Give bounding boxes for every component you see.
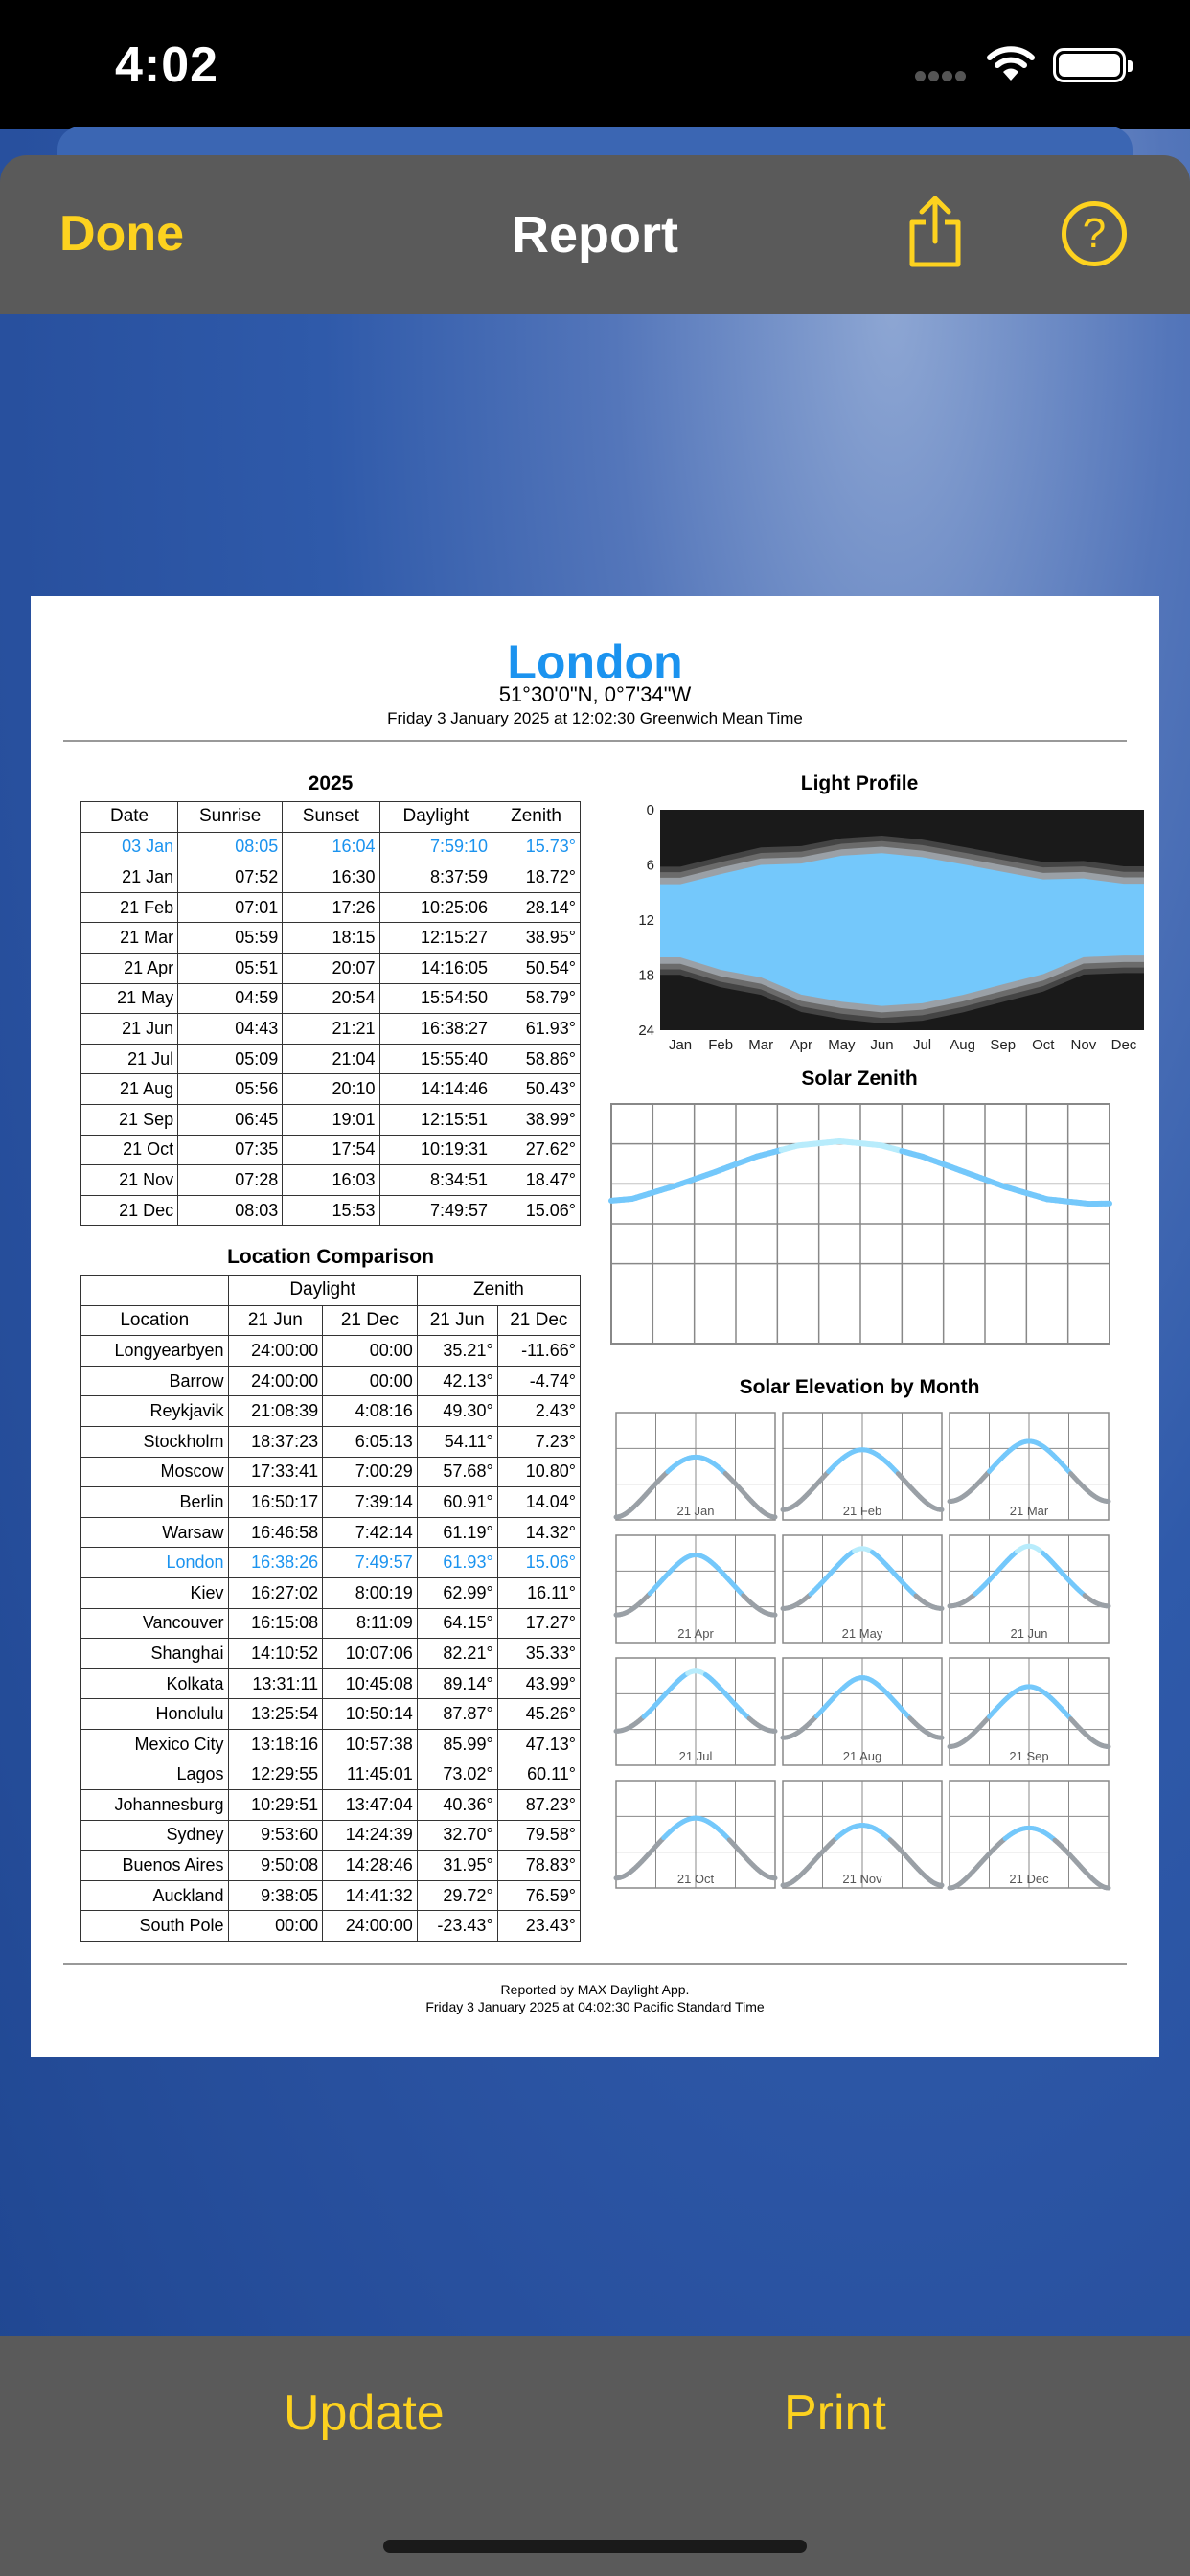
table-row (81, 1639, 581, 1669)
elevation-mini-chart (616, 1535, 775, 1643)
table-row (81, 953, 581, 983)
table-row (81, 1820, 581, 1851)
month-tick-label: Aug (950, 1037, 975, 1053)
table-cell: 10.80° (497, 1457, 580, 1487)
table-cell: 27.62° (492, 1135, 581, 1165)
table-cell: 79.58° (497, 1820, 580, 1851)
table-cell: 21 Jan (81, 862, 178, 893)
table-cell: 07:35 (178, 1135, 283, 1165)
table-cell: 89.14° (417, 1668, 497, 1699)
table-cell: 18.47° (492, 1165, 581, 1196)
elevation-by-month-title: Solar Elevation by Month (739, 1376, 980, 1398)
table-row (81, 1790, 581, 1821)
table-cell: 18:37:23 (228, 1426, 323, 1457)
table-row (81, 892, 581, 923)
navigation-bar (0, 155, 1190, 314)
location-table-title: Location Comparison (227, 1246, 434, 1268)
table-cell: 6:05:13 (323, 1426, 418, 1457)
table-row (81, 1548, 581, 1578)
table-cell: 00:00 (323, 1336, 418, 1367)
home-indicator (383, 2540, 807, 2553)
done-button[interactable]: Done (59, 206, 184, 262)
table-cell: 05:09 (178, 1044, 283, 1074)
table-cell: 87.23° (497, 1790, 580, 1821)
elevation-mini-chart (950, 1413, 1109, 1520)
table-cell: 50.54° (492, 953, 581, 983)
table-cell: Warsaw (81, 1517, 229, 1548)
table-cell: 21 Jul (81, 1044, 178, 1074)
table-cell: 20:10 (283, 1074, 379, 1105)
print-button[interactable]: Print (784, 2385, 886, 2441)
table-cell: 28.14° (492, 892, 581, 923)
table-cell: 13:47:04 (323, 1790, 418, 1821)
table-row (81, 1044, 581, 1074)
footer-report-time: Friday 3 January 2025 at 04:02:30 Pacific Standard Time (425, 1999, 765, 2014)
share-icon[interactable] (906, 196, 964, 273)
help-button[interactable]: ? (1062, 201, 1127, 266)
table-cell: 32.70° (417, 1820, 497, 1851)
table-cell: 10:50:14 (323, 1699, 418, 1730)
table-cell: 16:27:02 (228, 1577, 323, 1608)
year-table-header (81, 802, 581, 833)
daylight-group-header: Daylight (228, 1276, 417, 1306)
table-row (81, 832, 581, 862)
table-row (81, 1608, 581, 1639)
table-cell: 21 Feb (81, 892, 178, 923)
location-table (80, 1275, 581, 1942)
table-cell: Shanghai (81, 1639, 229, 1669)
table-cell: 21 Oct (81, 1135, 178, 1165)
table-cell: 13:18:16 (228, 1729, 323, 1760)
table-cell: Kiev (81, 1577, 229, 1608)
table-cell: 21 Nov (81, 1165, 178, 1196)
elevation-mini-chart (783, 1781, 942, 1888)
table-cell: 7.23° (497, 1426, 580, 1457)
table-cell: 8:00:19 (323, 1577, 418, 1608)
table-row (81, 1014, 581, 1045)
table-cell: 10:29:51 (228, 1790, 323, 1821)
elevation-mini-chart (783, 1658, 942, 1765)
table-cell: 04:43 (178, 1014, 283, 1045)
report-coordinates: 51°30'0"N, 0°7'34"W (498, 682, 692, 706)
table-cell: 15:54:50 (379, 983, 492, 1014)
table-cell: 45.26° (497, 1699, 580, 1730)
mini-chart-label: 21 Sep (1009, 1749, 1049, 1763)
table-cell: 15.06° (492, 1195, 581, 1226)
table-cell: 8:37:59 (379, 862, 492, 893)
table-cell: 9:38:05 (228, 1880, 323, 1911)
table-row (81, 1426, 581, 1457)
mini-chart-label: 21 Jul (678, 1749, 713, 1763)
table-cell: 20:07 (283, 953, 379, 983)
mini-chart-label: 21 Jun (1010, 1626, 1048, 1641)
table-cell: 21 Mar (81, 923, 178, 954)
elevation-mini-chart (950, 1658, 1109, 1765)
month-tick-label: Feb (708, 1037, 734, 1053)
location-header-cell: 21 Dec (497, 1305, 580, 1336)
table-row (81, 1487, 581, 1518)
table-cell: 82.21° (417, 1639, 497, 1669)
table-cell: 14:28:46 (323, 1851, 418, 1881)
elevation-mini-chart (783, 1413, 942, 1520)
table-cell: 49.30° (417, 1396, 497, 1427)
table-cell: 24:00:00 (228, 1366, 323, 1396)
table-cell: 9:50:08 (228, 1851, 323, 1881)
table-cell: 10:19:31 (379, 1135, 492, 1165)
table-cell: 05:51 (178, 953, 283, 983)
table-cell: 8:34:51 (379, 1165, 492, 1196)
table-cell: 35.33° (497, 1639, 580, 1669)
table-cell: 13:31:11 (228, 1668, 323, 1699)
elevation-by-month-grid (614, 1411, 1112, 1890)
table-cell: 12:29:55 (228, 1760, 323, 1790)
table-cell: 61.93° (492, 1014, 581, 1045)
table-cell: 31.95° (417, 1851, 497, 1881)
table-cell: 16:03 (283, 1165, 379, 1196)
table-cell: 21 Dec (81, 1195, 178, 1226)
table-cell: -4.74° (497, 1366, 580, 1396)
y-tick-label: 18 (638, 967, 654, 984)
table-cell: Kolkata (81, 1668, 229, 1699)
elevation-mini-chart (616, 1658, 775, 1765)
y-tick-label: 24 (638, 1023, 654, 1039)
bottom-toolbar (0, 2336, 1190, 2576)
table-cell: 2.43° (497, 1396, 580, 1427)
table-cell: 00:00 (323, 1366, 418, 1396)
y-tick-label: 0 (646, 802, 654, 818)
table-cell: 58.79° (492, 983, 581, 1014)
table-cell: 57.68° (417, 1457, 497, 1487)
table-row (81, 923, 581, 954)
table-cell: 7:00:29 (323, 1457, 418, 1487)
month-tick-label: Sep (990, 1037, 1017, 1053)
table-cell: 21 May (81, 983, 178, 1014)
table-cell: 50.43° (492, 1074, 581, 1105)
zenith-group-header: Zenith (417, 1276, 580, 1306)
table-cell: 10:45:08 (323, 1668, 418, 1699)
location-table-header (81, 1305, 581, 1336)
table-cell: Barrow (81, 1366, 229, 1396)
table-cell: 7:49:57 (323, 1548, 418, 1578)
table-cell: Mexico City (81, 1729, 229, 1760)
report-page (31, 596, 1159, 2057)
table-row (81, 1760, 581, 1790)
status-bar (0, 0, 1190, 129)
month-tick-label: Mar (748, 1037, 774, 1053)
location-header-cell: Location (81, 1305, 229, 1336)
table-cell: 16:30 (283, 862, 379, 893)
month-tick-label: Jul (912, 1037, 932, 1053)
elevation-mini-chart (783, 1535, 942, 1643)
month-tick-label: Dec (1110, 1037, 1137, 1053)
table-cell: 9:53:60 (228, 1820, 323, 1851)
table-cell: 16:38:26 (228, 1548, 323, 1578)
light-profile-title: Light Profile (800, 772, 919, 794)
y-tick-label: 6 (646, 857, 654, 874)
table-cell: 24:00:00 (323, 1911, 418, 1942)
table-cell: 42.13° (417, 1366, 497, 1396)
table-row (81, 1668, 581, 1699)
table-cell: Berlin (81, 1487, 229, 1518)
update-button[interactable]: Update (284, 2385, 445, 2441)
month-tick-label: Jun (870, 1037, 894, 1053)
year-header-cell: Sunset (283, 802, 379, 833)
elevation-mini-chart (950, 1781, 1109, 1888)
table-cell: 13:25:54 (228, 1699, 323, 1730)
table-cell: 17:26 (283, 892, 379, 923)
mini-chart-label: 21 May (841, 1626, 883, 1641)
table-cell: 10:57:38 (323, 1729, 418, 1760)
table-cell: 11:45:01 (323, 1760, 418, 1790)
month-tick-label: May (828, 1037, 856, 1053)
header-divider (63, 740, 1127, 742)
mini-chart-label: 21 Mar (1009, 1504, 1049, 1518)
table-cell: 08:03 (178, 1195, 283, 1226)
table-cell: 76.59° (497, 1880, 580, 1911)
table-cell: 05:59 (178, 923, 283, 954)
table-cell: 18:15 (283, 923, 379, 954)
table-cell: 21:21 (283, 1014, 379, 1045)
table-row (81, 1104, 581, 1135)
table-cell: -11.66° (497, 1336, 580, 1367)
table-cell: London (81, 1548, 229, 1578)
table-cell: 16:04 (283, 832, 379, 862)
status-time: 4:02 (115, 37, 219, 93)
y-tick-label: 12 (638, 912, 654, 929)
table-cell: 16:38:27 (379, 1014, 492, 1045)
table-cell: 7:59:10 (379, 832, 492, 862)
mini-chart-label: 21 Feb (842, 1504, 882, 1518)
mini-chart-label: 21 Apr (677, 1626, 714, 1641)
year-header-cell: Zenith (492, 802, 581, 833)
year-header-cell: Date (81, 802, 178, 833)
table-cell: -23.43° (417, 1911, 497, 1942)
table-row (81, 1911, 581, 1942)
report-datetime: Friday 3 January 2025 at 12:02:30 Greenwich Mean Time (387, 709, 803, 727)
table-cell: 14.04° (497, 1487, 580, 1518)
table-cell: 15.06° (497, 1548, 580, 1578)
table-row (81, 1880, 581, 1911)
table-cell: 64.15° (417, 1608, 497, 1639)
table-cell: 24:00:00 (228, 1336, 323, 1367)
table-cell: 18.72° (492, 862, 581, 893)
year-table-title: 2025 (308, 772, 354, 794)
footer-divider (63, 1963, 1127, 1965)
table-cell: 16.11° (497, 1577, 580, 1608)
table-cell: 04:59 (178, 983, 283, 1014)
table-cell: 60.11° (497, 1760, 580, 1790)
nav-title: Report (512, 206, 678, 264)
table-cell: 16:46:58 (228, 1517, 323, 1548)
table-cell: 12:15:51 (379, 1104, 492, 1135)
table-cell: 62.99° (417, 1577, 497, 1608)
table-cell: 38.95° (492, 923, 581, 954)
table-cell: 06:45 (178, 1104, 283, 1135)
table-cell: 05:56 (178, 1074, 283, 1105)
table-cell: 17:54 (283, 1135, 379, 1165)
table-cell: 10:25:06 (379, 892, 492, 923)
light-profile-chart (606, 797, 1137, 1053)
table-cell: Stockholm (81, 1426, 229, 1457)
table-cell: 54.11° (417, 1426, 497, 1457)
table-cell: 61.19° (417, 1517, 497, 1548)
mini-chart-label: 21 Nov (842, 1872, 882, 1886)
table-cell: Longyearbyen (81, 1336, 229, 1367)
table-cell: 21 Apr (81, 953, 178, 983)
table-cell: 23.43° (497, 1911, 580, 1942)
table-cell: 40.36° (417, 1790, 497, 1821)
cellular-signal-icon (915, 69, 969, 86)
table-cell: 73.02° (417, 1760, 497, 1790)
table-cell: 43.99° (497, 1668, 580, 1699)
table-row (81, 1074, 581, 1105)
table-cell: 19:01 (283, 1104, 379, 1135)
table-cell: 12:15:27 (379, 923, 492, 954)
table-cell: 17.27° (497, 1608, 580, 1639)
table-cell: 17:33:41 (228, 1457, 323, 1487)
location-header-cell: 21 Dec (323, 1305, 418, 1336)
location-table-group-header (81, 1276, 581, 1306)
table-row (81, 1699, 581, 1730)
table-cell: Honolulu (81, 1699, 229, 1730)
table-cell: Vancouver (81, 1608, 229, 1639)
table-cell: 16:50:17 (228, 1487, 323, 1518)
table-row (81, 1165, 581, 1196)
table-cell: 21:08:39 (228, 1396, 323, 1427)
table-cell: 14.32° (497, 1517, 580, 1548)
table-cell: Auckland (81, 1880, 229, 1911)
month-tick-label: Apr (790, 1037, 812, 1053)
table-cell: 07:52 (178, 862, 283, 893)
solar-zenith-chart (609, 1102, 1111, 1346)
table-row (81, 1729, 581, 1760)
table-cell: 21 Sep (81, 1104, 178, 1135)
wifi-icon (987, 44, 1035, 87)
table-row (81, 1195, 581, 1226)
month-tick-label: Nov (1070, 1037, 1097, 1053)
table-row (81, 1366, 581, 1396)
table-cell: 7:39:14 (323, 1487, 418, 1518)
table-cell: 21:04 (283, 1044, 379, 1074)
table-cell: 60.91° (417, 1487, 497, 1518)
table-cell: 07:28 (178, 1165, 283, 1196)
mini-chart-label: 21 Oct (676, 1872, 715, 1886)
elevation-mini-chart (616, 1781, 775, 1888)
table-row (81, 1336, 581, 1367)
month-tick-label: Jan (668, 1037, 693, 1053)
table-row (81, 862, 581, 893)
empty-header-cell (81, 1276, 229, 1306)
location-header-cell: 21 Jun (417, 1305, 497, 1336)
battery-icon (1053, 48, 1126, 82)
mini-chart-label: 21 Dec (1009, 1872, 1049, 1886)
table-cell: 47.13° (497, 1729, 580, 1760)
table-cell: 10:07:06 (323, 1639, 418, 1669)
elevation-mini-chart (616, 1413, 775, 1520)
table-cell: 14:41:32 (323, 1880, 418, 1911)
table-cell: 15:55:40 (379, 1044, 492, 1074)
mini-chart-label: 21 Aug (842, 1749, 882, 1763)
table-cell: 07:01 (178, 892, 283, 923)
table-cell: 14:24:39 (323, 1820, 418, 1851)
table-cell: 00:00 (228, 1911, 323, 1942)
year-header-cell: Sunrise (178, 802, 283, 833)
elevation-mini-chart (950, 1535, 1109, 1643)
table-cell: 14:10:52 (228, 1639, 323, 1669)
table-cell: 85.99° (417, 1729, 497, 1760)
table-cell: 7:49:57 (379, 1195, 492, 1226)
report-city: London (507, 635, 683, 689)
table-cell: Reykjavik (81, 1396, 229, 1427)
table-cell: Moscow (81, 1457, 229, 1487)
table-cell: 15.73° (492, 832, 581, 862)
table-cell: 21 Jun (81, 1014, 178, 1045)
table-cell: 14:16:05 (379, 953, 492, 983)
solar-zenith-title: Solar Zenith (801, 1068, 918, 1090)
table-row (81, 983, 581, 1014)
table-cell: Lagos (81, 1760, 229, 1790)
table-cell: 03 Jan (81, 832, 178, 862)
table-row (81, 1517, 581, 1548)
table-cell: South Pole (81, 1911, 229, 1942)
table-cell: 14:14:46 (379, 1074, 492, 1105)
table-row (81, 1457, 581, 1487)
table-cell: 87.87° (417, 1699, 497, 1730)
mini-chart-label: 21 Jan (676, 1504, 715, 1518)
location-header-cell: 21 Jun (228, 1305, 323, 1336)
table-row (81, 1851, 581, 1881)
table-row (81, 1577, 581, 1608)
table-cell: 21 Aug (81, 1074, 178, 1105)
table-cell: 38.99° (492, 1104, 581, 1135)
table-cell: 29.72° (417, 1880, 497, 1911)
table-cell: 61.93° (417, 1548, 497, 1578)
table-cell: Sydney (81, 1820, 229, 1851)
table-cell: Buenos Aires (81, 1851, 229, 1881)
table-row (81, 1396, 581, 1427)
table-cell: Johannesburg (81, 1790, 229, 1821)
footer-reported-by: Reported by MAX Daylight App. (500, 1982, 690, 1997)
table-cell: 15:53 (283, 1195, 379, 1226)
table-cell: 78.83° (497, 1851, 580, 1881)
year-table (80, 801, 581, 1226)
month-tick-label: Oct (1032, 1037, 1055, 1053)
table-row (81, 1135, 581, 1165)
table-cell: 7:42:14 (323, 1517, 418, 1548)
table-cell: 8:11:09 (323, 1608, 418, 1639)
table-cell: 16:15:08 (228, 1608, 323, 1639)
table-cell: 08:05 (178, 832, 283, 862)
table-cell: 35.21° (417, 1336, 497, 1367)
table-cell: 20:54 (283, 983, 379, 1014)
table-cell: 58.86° (492, 1044, 581, 1074)
year-header-cell: Daylight (379, 802, 492, 833)
table-cell: 4:08:16 (323, 1396, 418, 1427)
